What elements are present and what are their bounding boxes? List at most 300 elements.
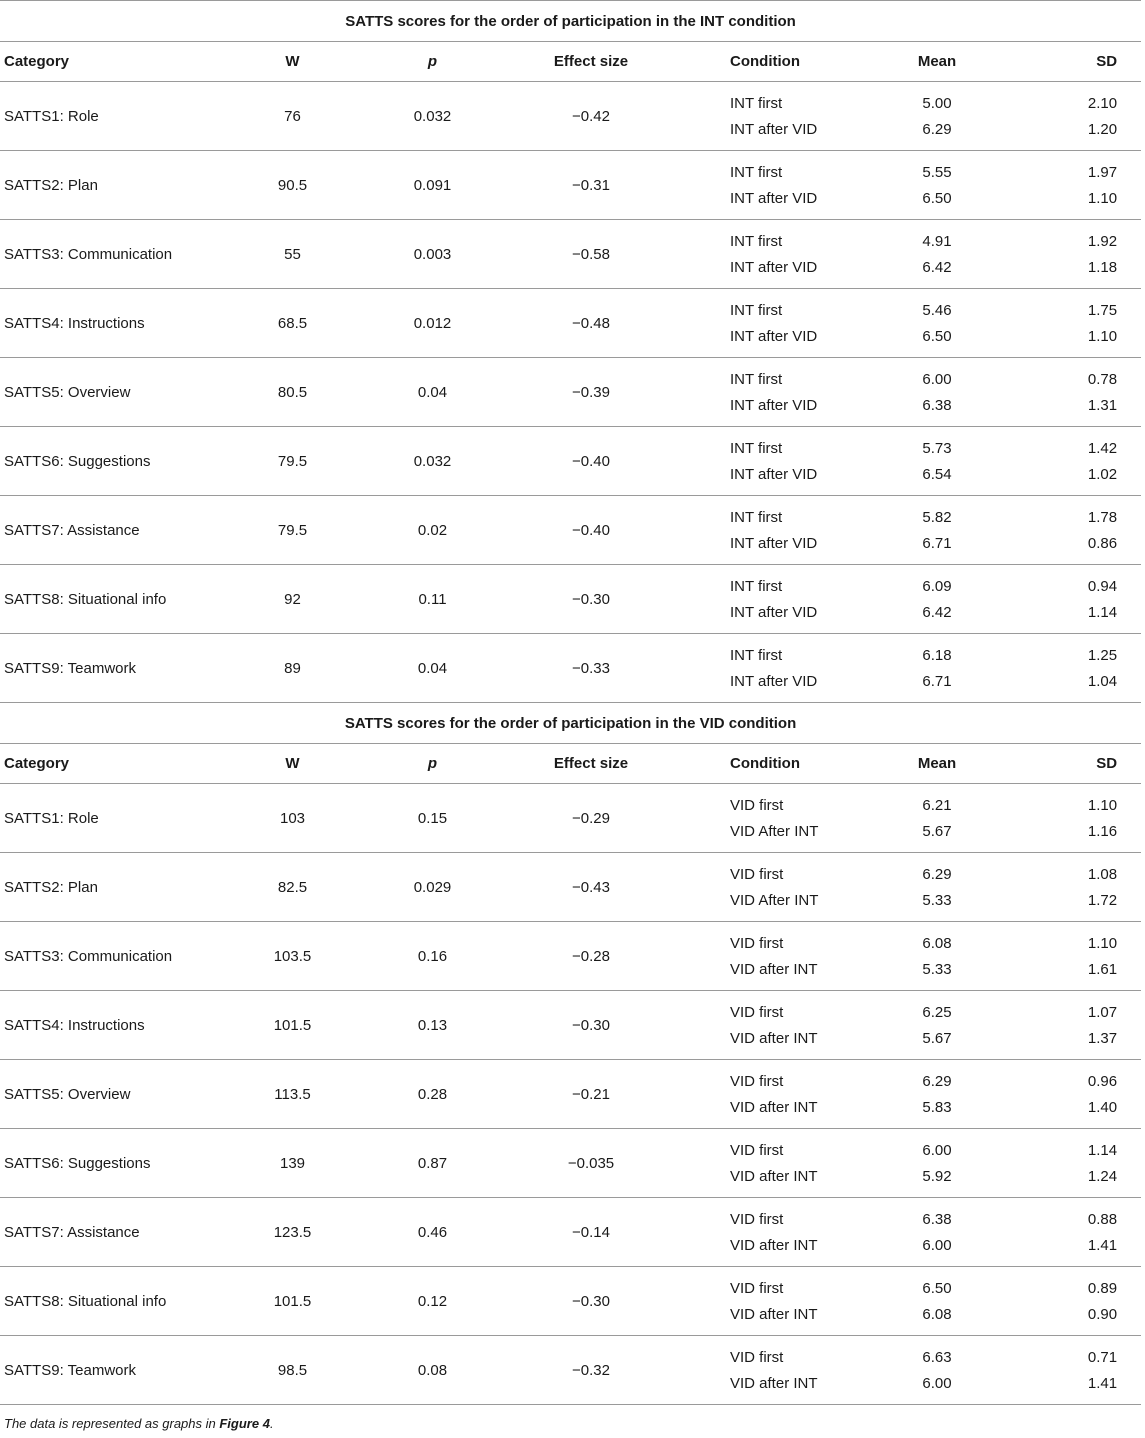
table-row bbox=[0, 220, 1141, 289]
condition-cell bbox=[697, 1060, 862, 1129]
condition-cell-value: VID after INT bbox=[730, 1167, 818, 1185]
sd-cell-value: 1.78 bbox=[1087, 508, 1118, 526]
sd-cell bbox=[1012, 991, 1141, 1060]
mean-cell-value: 4.91 bbox=[922, 232, 952, 250]
effect-size-cell: −0.29 bbox=[485, 784, 697, 853]
column-header: SD bbox=[1012, 42, 1141, 82]
condition-cell-value: INT after VID bbox=[730, 603, 818, 621]
w-cell: 79.5 bbox=[205, 427, 380, 496]
table-row bbox=[0, 565, 1141, 634]
sd-cell bbox=[1012, 151, 1141, 220]
mean-cell-value: 6.71 bbox=[922, 672, 952, 690]
sd-cell-value: 0.86 bbox=[1087, 534, 1118, 552]
condition-cell bbox=[697, 220, 862, 289]
w-cell: 103 bbox=[205, 784, 380, 853]
category-cell: SATTS4: Instructions bbox=[0, 991, 205, 1060]
condition-cell bbox=[697, 565, 862, 634]
mean-cell-value: 6.71 bbox=[922, 534, 952, 552]
table-row bbox=[0, 784, 1141, 853]
condition-cell-value: INT first bbox=[730, 370, 783, 388]
sd-cell-stack bbox=[1012, 370, 1117, 415]
p-cell: 0.032 bbox=[380, 427, 485, 496]
w-cell: 101.5 bbox=[205, 991, 380, 1060]
category-cell: SATTS1: Role bbox=[0, 784, 205, 853]
mean-cell-stack bbox=[862, 370, 1012, 415]
sd-cell-value: 1.40 bbox=[1087, 1098, 1118, 1116]
condition-cell-value: INT after VID bbox=[730, 189, 818, 207]
condition-cell-value: INT first bbox=[730, 646, 783, 664]
sd-cell bbox=[1012, 427, 1141, 496]
table-row bbox=[0, 853, 1141, 922]
footnote-suffix: . bbox=[269, 1416, 274, 1431]
effect-size-cell: −0.30 bbox=[485, 1267, 697, 1336]
mean-cell-value: 6.29 bbox=[922, 1072, 952, 1090]
column-header: Category bbox=[0, 744, 205, 784]
effect-size-cell: −0.28 bbox=[485, 922, 697, 991]
sd-cell bbox=[1012, 634, 1141, 703]
column-header-row bbox=[0, 42, 1141, 82]
mean-cell-value: 6.18 bbox=[922, 646, 952, 664]
p-cell: 0.13 bbox=[380, 991, 485, 1060]
sd-cell-stack bbox=[1012, 934, 1117, 979]
mean-cell-value: 6.00 bbox=[922, 1141, 952, 1159]
mean-cell-stack bbox=[862, 301, 1012, 346]
mean-cell-value: 5.82 bbox=[922, 508, 952, 526]
condition-cell-stack bbox=[730, 934, 862, 979]
category-cell: SATTS6: Suggestions bbox=[0, 1129, 205, 1198]
mean-cell-value: 5.55 bbox=[922, 163, 952, 181]
sd-cell-value: 1.14 bbox=[1087, 1141, 1118, 1159]
condition-cell-stack bbox=[730, 301, 862, 346]
category-cell: SATTS9: Teamwork bbox=[0, 634, 205, 703]
condition-cell-value: INT after VID bbox=[730, 120, 818, 138]
mean-cell-value: 6.50 bbox=[922, 189, 952, 207]
effect-size-cell: −0.48 bbox=[485, 289, 697, 358]
column-header-row bbox=[0, 744, 1141, 784]
mean-cell-value: 6.63 bbox=[922, 1348, 952, 1366]
sd-cell-value: 1.14 bbox=[1087, 603, 1118, 621]
category-cell: SATTS3: Communication bbox=[0, 922, 205, 991]
sd-cell-value: 1.41 bbox=[1087, 1236, 1118, 1254]
category-cell: SATTS1: Role bbox=[0, 82, 205, 151]
sd-cell-value: 1.07 bbox=[1087, 1003, 1118, 1021]
sd-cell bbox=[1012, 784, 1141, 853]
w-cell: 79.5 bbox=[205, 496, 380, 565]
condition-cell-value: INT first bbox=[730, 301, 783, 319]
mean-cell-stack bbox=[862, 1141, 1012, 1186]
table-row bbox=[0, 634, 1141, 703]
sd-cell bbox=[1012, 853, 1141, 922]
condition-cell-stack bbox=[730, 508, 862, 553]
mean-cell-stack bbox=[862, 1279, 1012, 1324]
condition-cell-value: VID after INT bbox=[730, 1029, 818, 1047]
p-cell: 0.04 bbox=[380, 358, 485, 427]
p-cell: 0.12 bbox=[380, 1267, 485, 1336]
condition-cell-value: VID After INT bbox=[730, 822, 819, 840]
mean-cell-value: 6.38 bbox=[922, 1210, 952, 1228]
mean-cell-value: 5.67 bbox=[922, 822, 952, 840]
effect-size-cell: −0.40 bbox=[485, 427, 697, 496]
sd-cell-value: 1.08 bbox=[1087, 865, 1118, 883]
condition-cell-value: INT after VID bbox=[730, 534, 818, 552]
condition-cell bbox=[697, 289, 862, 358]
sd-cell-value: 1.04 bbox=[1087, 672, 1118, 690]
sd-cell bbox=[1012, 1129, 1141, 1198]
mean-cell-value: 6.54 bbox=[922, 465, 952, 483]
condition-cell bbox=[697, 151, 862, 220]
condition-cell-value: INT first bbox=[730, 439, 783, 457]
condition-cell-stack bbox=[730, 1279, 862, 1324]
sd-cell bbox=[1012, 922, 1141, 991]
condition-cell-value: VID after INT bbox=[730, 1098, 818, 1116]
table-row bbox=[0, 1267, 1141, 1336]
sd-cell-value: 1.20 bbox=[1087, 120, 1118, 138]
sd-cell bbox=[1012, 82, 1141, 151]
category-cell: SATTS2: Plan bbox=[0, 151, 205, 220]
sd-cell bbox=[1012, 496, 1141, 565]
condition-cell-stack bbox=[730, 865, 862, 910]
mean-cell bbox=[862, 1267, 1012, 1336]
condition-cell-stack bbox=[730, 232, 862, 277]
table-row bbox=[0, 151, 1141, 220]
mean-cell-value: 6.09 bbox=[922, 577, 952, 595]
effect-size-cell: −0.40 bbox=[485, 496, 697, 565]
sd-cell-value: 0.71 bbox=[1087, 1348, 1118, 1366]
sd-cell-stack bbox=[1012, 1210, 1117, 1255]
mean-cell bbox=[862, 991, 1012, 1060]
mean-cell-stack bbox=[862, 1072, 1012, 1117]
p-cell: 0.08 bbox=[380, 1336, 485, 1405]
category-cell: SATTS7: Assistance bbox=[0, 496, 205, 565]
mean-cell-value: 5.00 bbox=[922, 94, 952, 112]
w-cell: 80.5 bbox=[205, 358, 380, 427]
condition-cell-value: VID first bbox=[730, 1279, 784, 1297]
mean-cell-value: 5.46 bbox=[922, 301, 952, 319]
mean-cell-value: 5.73 bbox=[922, 439, 952, 457]
section-title: SATTS scores for the order of participation in the VID condition bbox=[0, 703, 1141, 744]
mean-cell bbox=[862, 853, 1012, 922]
p-cell: 0.46 bbox=[380, 1198, 485, 1267]
table-row bbox=[0, 358, 1141, 427]
p-cell: 0.04 bbox=[380, 634, 485, 703]
mean-cell-stack bbox=[862, 865, 1012, 910]
mean-cell-value: 6.08 bbox=[922, 934, 952, 952]
w-cell: 92 bbox=[205, 565, 380, 634]
p-cell: 0.11 bbox=[380, 565, 485, 634]
column-header: SD bbox=[1012, 744, 1141, 784]
condition-cell bbox=[697, 358, 862, 427]
mean-cell-stack bbox=[862, 577, 1012, 622]
effect-size-cell: −0.14 bbox=[485, 1198, 697, 1267]
w-cell: 98.5 bbox=[205, 1336, 380, 1405]
condition-cell bbox=[697, 496, 862, 565]
effect-size-cell: −0.21 bbox=[485, 1060, 697, 1129]
category-cell: SATTS7: Assistance bbox=[0, 1198, 205, 1267]
mean-cell-value: 6.00 bbox=[922, 1374, 952, 1392]
effect-size-cell: −0.58 bbox=[485, 220, 697, 289]
sd-cell-stack bbox=[1012, 439, 1117, 484]
condition-cell-value: INT first bbox=[730, 577, 783, 595]
category-cell: SATTS6: Suggestions bbox=[0, 427, 205, 496]
mean-cell-value: 6.42 bbox=[922, 603, 952, 621]
w-cell: 82.5 bbox=[205, 853, 380, 922]
w-cell: 103.5 bbox=[205, 922, 380, 991]
figure-reference: Figure 4 bbox=[219, 1416, 270, 1431]
mean-cell-value: 6.00 bbox=[922, 1236, 952, 1254]
w-cell: 76 bbox=[205, 82, 380, 151]
category-cell: SATTS5: Overview bbox=[0, 1060, 205, 1129]
p-cell: 0.02 bbox=[380, 496, 485, 565]
sd-cell-value: 1.92 bbox=[1087, 232, 1118, 250]
sd-cell bbox=[1012, 565, 1141, 634]
sd-cell-value: 1.31 bbox=[1087, 396, 1118, 414]
column-header: Category bbox=[0, 42, 205, 82]
mean-cell bbox=[862, 634, 1012, 703]
mean-cell-value: 6.38 bbox=[922, 396, 952, 414]
footnote-text: The data is represented as graphs in bbox=[4, 1416, 220, 1431]
sd-cell bbox=[1012, 289, 1141, 358]
condition-cell-stack bbox=[730, 1210, 862, 1255]
condition-cell-value: INT after VID bbox=[730, 465, 818, 483]
condition-cell-value: VID first bbox=[730, 934, 784, 952]
mean-cell-stack bbox=[862, 1003, 1012, 1048]
mean-cell bbox=[862, 784, 1012, 853]
mean-cell bbox=[862, 1129, 1012, 1198]
sd-cell-stack bbox=[1012, 796, 1117, 841]
mean-cell-value: 5.92 bbox=[922, 1167, 952, 1185]
condition-cell-stack bbox=[730, 439, 862, 484]
column-header: p bbox=[380, 42, 485, 82]
sd-cell-stack bbox=[1012, 865, 1117, 910]
mean-cell-value: 5.33 bbox=[922, 960, 952, 978]
sd-cell-value: 0.90 bbox=[1087, 1305, 1118, 1323]
mean-cell bbox=[862, 427, 1012, 496]
table-row bbox=[0, 1129, 1141, 1198]
sd-cell-stack bbox=[1012, 301, 1117, 346]
mean-cell-value: 6.42 bbox=[922, 258, 952, 276]
condition-cell-value: VID first bbox=[730, 865, 784, 883]
condition-cell-stack bbox=[730, 646, 862, 691]
sd-cell-value: 1.02 bbox=[1087, 465, 1118, 483]
mean-cell-value: 5.67 bbox=[922, 1029, 952, 1047]
mean-cell bbox=[862, 1336, 1012, 1405]
w-cell: 139 bbox=[205, 1129, 380, 1198]
column-header: Mean bbox=[862, 744, 1012, 784]
mean-cell-value: 6.29 bbox=[922, 120, 952, 138]
table-row bbox=[0, 922, 1141, 991]
condition-cell-value: VID first bbox=[730, 1072, 784, 1090]
sd-cell-value: 1.75 bbox=[1087, 301, 1118, 319]
category-cell: SATTS4: Instructions bbox=[0, 289, 205, 358]
mean-cell-stack bbox=[862, 439, 1012, 484]
w-cell: 68.5 bbox=[205, 289, 380, 358]
mean-cell-stack bbox=[862, 94, 1012, 139]
effect-size-cell: −0.32 bbox=[485, 1336, 697, 1405]
mean-cell-stack bbox=[862, 232, 1012, 277]
column-header: p bbox=[380, 744, 485, 784]
sd-cell-stack bbox=[1012, 163, 1117, 208]
condition-cell-stack bbox=[730, 94, 862, 139]
column-header: Mean bbox=[862, 42, 1012, 82]
w-cell: 55 bbox=[205, 220, 380, 289]
p-cell: 0.032 bbox=[380, 82, 485, 151]
column-header: Condition bbox=[697, 42, 862, 82]
sd-cell-stack bbox=[1012, 1003, 1117, 1048]
condition-cell-stack bbox=[730, 577, 862, 622]
condition-cell-stack bbox=[730, 1003, 862, 1048]
condition-cell-stack bbox=[730, 1141, 862, 1186]
condition-cell-value: INT first bbox=[730, 163, 783, 181]
mean-cell-stack bbox=[862, 646, 1012, 691]
mean-cell bbox=[862, 358, 1012, 427]
mean-cell-value: 5.33 bbox=[922, 891, 952, 909]
condition-cell bbox=[697, 634, 862, 703]
condition-cell bbox=[697, 82, 862, 151]
sd-cell-stack bbox=[1012, 508, 1117, 553]
p-cell: 0.091 bbox=[380, 151, 485, 220]
column-header: Effect size bbox=[485, 744, 697, 784]
condition-cell bbox=[697, 427, 862, 496]
condition-cell-value: VID after INT bbox=[730, 1236, 818, 1254]
condition-cell bbox=[697, 991, 862, 1060]
effect-size-cell: −0.43 bbox=[485, 853, 697, 922]
condition-cell-stack bbox=[730, 370, 862, 415]
sd-cell bbox=[1012, 1060, 1141, 1129]
table-footnote bbox=[4, 1416, 274, 1431]
condition-cell bbox=[697, 922, 862, 991]
condition-cell-value: VID After INT bbox=[730, 891, 819, 909]
mean-cell-value: 6.25 bbox=[922, 1003, 952, 1021]
section-title-row bbox=[0, 1, 1141, 42]
p-cell: 0.003 bbox=[380, 220, 485, 289]
sd-cell-value: 0.78 bbox=[1087, 370, 1118, 388]
condition-cell bbox=[697, 1267, 862, 1336]
column-header: W bbox=[205, 744, 380, 784]
effect-size-cell: −0.31 bbox=[485, 151, 697, 220]
condition-cell-value: INT after VID bbox=[730, 327, 818, 345]
sd-cell-value: 1.37 bbox=[1087, 1029, 1118, 1047]
sd-cell-value: 0.89 bbox=[1087, 1279, 1118, 1297]
p-cell: 0.28 bbox=[380, 1060, 485, 1129]
sd-cell-value: 1.10 bbox=[1087, 189, 1118, 207]
p-cell: 0.16 bbox=[380, 922, 485, 991]
table-row bbox=[0, 1198, 1141, 1267]
mean-cell-value: 6.21 bbox=[922, 796, 952, 814]
category-cell: SATTS2: Plan bbox=[0, 853, 205, 922]
mean-cell-value: 6.00 bbox=[922, 370, 952, 388]
mean-cell bbox=[862, 220, 1012, 289]
mean-cell-value: 6.29 bbox=[922, 865, 952, 883]
column-header: Effect size bbox=[485, 42, 697, 82]
condition-cell bbox=[697, 1336, 862, 1405]
mean-cell bbox=[862, 82, 1012, 151]
category-cell: SATTS8: Situational info bbox=[0, 1267, 205, 1336]
sd-cell-value: 1.41 bbox=[1087, 1374, 1118, 1392]
mean-cell-stack bbox=[862, 796, 1012, 841]
condition-cell-value: VID first bbox=[730, 1348, 784, 1366]
category-cell: SATTS5: Overview bbox=[0, 358, 205, 427]
table-row bbox=[0, 1060, 1141, 1129]
p-cell: 0.029 bbox=[380, 853, 485, 922]
w-cell: 113.5 bbox=[205, 1060, 380, 1129]
sd-cell-value: 1.10 bbox=[1087, 796, 1118, 814]
condition-cell-stack bbox=[730, 1348, 862, 1393]
mean-cell bbox=[862, 496, 1012, 565]
sd-cell-stack bbox=[1012, 577, 1117, 622]
sd-cell-value: 1.10 bbox=[1087, 327, 1118, 345]
sd-cell-value: 1.16 bbox=[1087, 822, 1118, 840]
condition-cell-value: VID first bbox=[730, 1003, 784, 1021]
table-row bbox=[0, 991, 1141, 1060]
condition-cell-value: VID after INT bbox=[730, 1305, 818, 1323]
sd-cell-value: 0.96 bbox=[1087, 1072, 1118, 1090]
table-row bbox=[0, 427, 1141, 496]
sd-cell-stack bbox=[1012, 232, 1117, 277]
condition-cell bbox=[697, 1198, 862, 1267]
mean-cell bbox=[862, 1198, 1012, 1267]
sd-cell bbox=[1012, 1198, 1141, 1267]
sd-cell-value: 0.88 bbox=[1087, 1210, 1118, 1228]
p-cell: 0.15 bbox=[380, 784, 485, 853]
condition-cell-value: VID first bbox=[730, 796, 784, 814]
p-cell: 0.87 bbox=[380, 1129, 485, 1198]
sd-cell-stack bbox=[1012, 94, 1117, 139]
p-cell: 0.012 bbox=[380, 289, 485, 358]
mean-cell-stack bbox=[862, 1348, 1012, 1393]
condition-cell-stack bbox=[730, 163, 862, 208]
column-header: W bbox=[205, 42, 380, 82]
section-title: SATTS scores for the order of participation in the INT condition bbox=[0, 1, 1141, 42]
condition-cell-value: VID first bbox=[730, 1141, 784, 1159]
mean-cell bbox=[862, 922, 1012, 991]
w-cell: 101.5 bbox=[205, 1267, 380, 1336]
table-row bbox=[0, 289, 1141, 358]
effect-size-cell: −0.33 bbox=[485, 634, 697, 703]
condition-cell-stack bbox=[730, 796, 862, 841]
category-cell: SATTS3: Communication bbox=[0, 220, 205, 289]
mean-cell-value: 6.50 bbox=[922, 1279, 952, 1297]
effect-size-cell: −0.42 bbox=[485, 82, 697, 151]
sd-cell-value: 1.72 bbox=[1087, 891, 1118, 909]
mean-cell-stack bbox=[862, 508, 1012, 553]
effect-size-cell: −0.30 bbox=[485, 991, 697, 1060]
sd-cell bbox=[1012, 358, 1141, 427]
condition-cell-value: INT after VID bbox=[730, 672, 818, 690]
effect-size-cell: −0.39 bbox=[485, 358, 697, 427]
mean-cell-stack bbox=[862, 163, 1012, 208]
condition-cell-value: VID after INT bbox=[730, 960, 818, 978]
w-cell: 89 bbox=[205, 634, 380, 703]
condition-cell-value: INT first bbox=[730, 508, 783, 526]
effect-size-cell: −0.035 bbox=[485, 1129, 697, 1198]
sd-cell-stack bbox=[1012, 1072, 1117, 1117]
sd-cell bbox=[1012, 1267, 1141, 1336]
sd-cell bbox=[1012, 1336, 1141, 1405]
mean-cell bbox=[862, 151, 1012, 220]
condition-cell bbox=[697, 1129, 862, 1198]
condition-cell bbox=[697, 784, 862, 853]
table-row bbox=[0, 496, 1141, 565]
sd-cell-stack bbox=[1012, 1348, 1117, 1393]
sd-cell-value: 1.97 bbox=[1087, 163, 1118, 181]
sd-cell-value: 1.42 bbox=[1087, 439, 1118, 457]
mean-cell-value: 6.50 bbox=[922, 327, 952, 345]
mean-cell bbox=[862, 565, 1012, 634]
effect-size-cell: −0.30 bbox=[485, 565, 697, 634]
mean-cell bbox=[862, 289, 1012, 358]
category-cell: SATTS8: Situational info bbox=[0, 565, 205, 634]
sd-cell-value: 2.10 bbox=[1087, 94, 1118, 112]
